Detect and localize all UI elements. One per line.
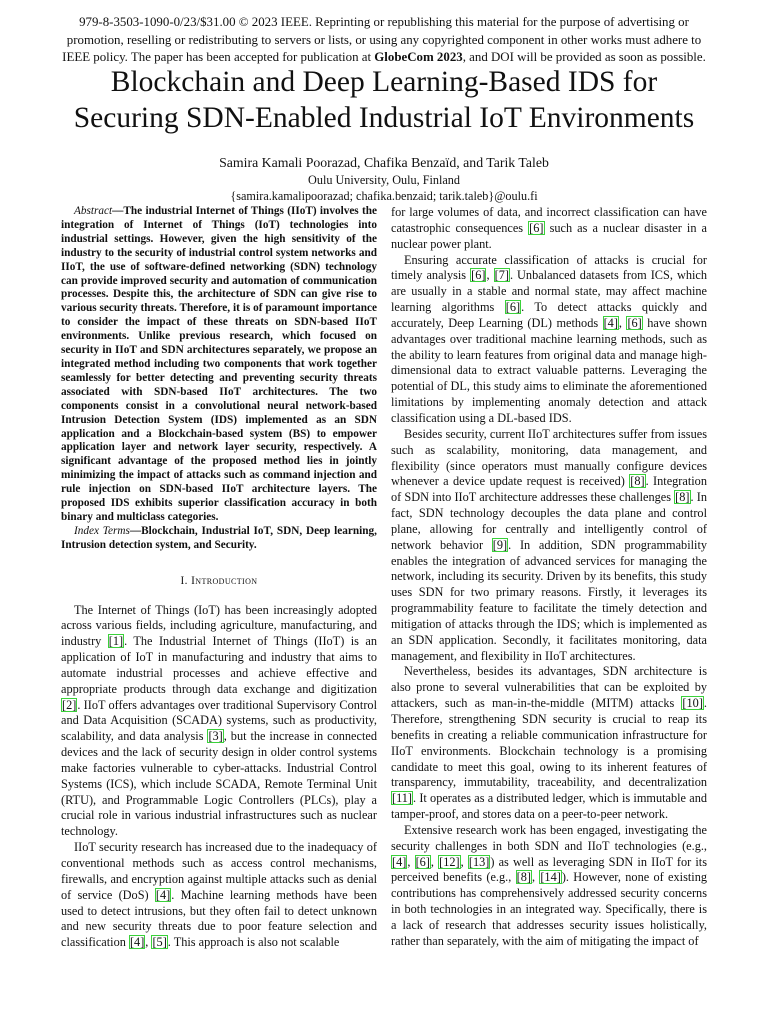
text-run: , — [145, 935, 152, 950]
author-emails: {samira.kamalipoorazad; chafika.benzaid; tarik.taleb}@oulu.fi — [230, 189, 538, 203]
paper-title-line-2: Securing SDN-Enabled Industrial IoT Environments — [73, 102, 695, 134]
citation-link[interactable]: [2] — [62, 697, 77, 712]
right-column — [391, 205, 707, 950]
citation-link[interactable]: [5] — [152, 935, 167, 950]
citation-link[interactable]: [4] — [392, 854, 407, 869]
paper-title — [20, 64, 748, 136]
index-terms-text: —Blockchain, Industrial IoT, SDN, Deep learning, Intrusion detection system, and Security. — [61, 524, 377, 551]
text-run: IIoT security research has increased due to the inadequacy of conventional methods such as access control mechanisms, firewalls, and encryption against multiple attacks such as denial of service (DoS) — [61, 840, 377, 902]
intro-paragraph-2-continued — [391, 205, 707, 253]
intro-paragraph-6 — [391, 823, 707, 950]
text-run: . IIoT offers advantages over traditional Supervisory Control and Data Acquisition (SCADA) systems, such as productivity, scalability, and data analysis — [61, 697, 377, 744]
section-number: I. — [180, 574, 188, 587]
text-run: Besides security, current IIoT architectures suffer from issues such as scalability, monitoring, data management, and flexibility (since operators must manually configure devices whenever a device update request is received) — [391, 426, 707, 489]
text-run: such as a nuclear disaster in a nuclear power plant. — [391, 220, 707, 251]
intro-paragraph-4 — [391, 427, 707, 665]
citation-link[interactable]: [6] — [529, 220, 544, 235]
left-column — [61, 205, 377, 951]
citation-link[interactable]: [6] — [505, 300, 521, 315]
text-run: . Machine learning methods have been used to detect intrusions, but they often fail to detect unknown and new security threats due to poor feature selection and classification — [61, 887, 377, 950]
text-run: have shown advantages over traditional machine learning methods, such as the ability to learn features from original data and manage high-dimensional data to extract valuable patterns. Leveraging the potential of DL, this study aims to eliminate the aforementioned limitations by implementing anomaly detection and attack classification using a DL-based IDS. — [391, 315, 707, 425]
text-run: , — [531, 870, 540, 885]
section-title: Introduction — [191, 574, 258, 587]
notice-line-2: promotion, reselling or redistributing to servers or lists, or using any copyrighted component in other works must adhere to — [66, 32, 702, 47]
citation-link[interactable]: [6] — [415, 854, 430, 869]
intro-paragraph-3 — [391, 253, 707, 427]
text-run: The Internet of Things (IoT) has been increasingly adopted across various fields, including agriculture, manufacturing, and industry — [61, 602, 377, 649]
abstract — [61, 205, 377, 525]
citation-link[interactable]: [7] — [494, 268, 509, 283]
text-run: Ensuring accurate classification of attacks is crucial for timely analysis — [391, 252, 707, 283]
citation-link[interactable]: [12] — [439, 854, 460, 869]
citation-link[interactable]: [4] — [603, 315, 618, 330]
intro-paragraph-1 — [61, 603, 377, 841]
notice-line-3a: IEEE policy. The paper has been accepted for publication at — [62, 50, 375, 64]
citation-link[interactable]: [13] — [468, 854, 490, 869]
abstract-text: —The industrial Internet of Things (IIoT) involves the integration of Internet of Things (IoT) technologies into industrial settings. However, given the high sensitivity of the industry to the security of industrial control system networks and IIoT, the use of software-defined networking (SDN) technology can provide improved security and automation of communication processes. Despite this, the architecture of SDN can give rise to various security threats. Therefore, it is of paramount importance to consider the impact of these threats on SDN-based IIoT environments. Unlike previous research, which focused on security in IIoT and SDN architectures separately, we propose an integrated method including two components that work together seamlessly for better detecting and preventing security threats associated with SDN-based IIoT architectures. The two components consist in a convolutional neural network-based Intrusion Detection System (IDS) implemented as an SDN application and a Blockchain-based system (BS) to empower application layer and network layer security, respectively. A significant advantage of the proposed method lies in jointly minimizing the impact of attacks such as command injection and rule injection on SDN-based IIoT architecture layers. The proposed IDS exhibits superior classification accuracy in both binary and multiclass categories. — [61, 205, 377, 523]
citation-link[interactable]: [8] — [630, 474, 645, 489]
conference-name: GlobeCom 2023 — [374, 50, 463, 64]
intro-paragraph-5 — [391, 664, 707, 822]
text-run: Nevertheless, besides its advantages, SDN architecture is also prone to several vulnerabilities that can be exploited by attackers, such as man-in-the-middle (MITM) attacks — [391, 664, 707, 711]
text-run: Extensive research work has been engaged, investigating the security challenges in both SDN and IIoT technologies (e.g., — [391, 822, 707, 853]
citation-link[interactable]: [11] — [392, 791, 413, 806]
section-heading-introduction — [61, 574, 377, 590]
text-run: , but the increase in connected devices and the lack of security design in older control systems make factories vulnerable to cyber-attacks. Industrial Control Systems (ICS), which include SCADA, Remote Terminal Unit (RTU), and Programmable Logic Controllers (PLCs), play a crucial role in various industrial infrastructures such as nuclear technology. — [61, 729, 377, 839]
text-run: , — [407, 854, 415, 869]
text-run: ). However, none of existing contributions has comprehensively addressed security concerns in both technologies in an integrated way. Specifically, there is a lack of research that addresses security issues holistically, rather than separately, with the aim of mitigating the impact of — [391, 870, 707, 948]
text-run: ) as well as leveraging SDN in IIoT for its perceived benefits (e.g., — [391, 854, 707, 885]
text-run: . Integration of SDN into IIoT architecture addresses these challenges — [391, 474, 707, 505]
text-run: . Therefore, strengthening SDN security is crucial to reap its benefits in creating a reliable communication infrastructure for IIoT environments. Blockchain technology is a promising candidate to meet this goal, owing to its inherent features of transparency, immutability, traceability, and decentralization — [391, 696, 707, 790]
text-run: , — [618, 315, 627, 330]
text-run: . Unbalanced datasets from ICS, which are usually in a stable and normal state, may affect machine learning algorithms — [391, 268, 708, 315]
citation-link[interactable]: [1] — [108, 634, 124, 649]
paper-title-line-1: Blockchain and Deep Learning-Based IDS for — [110, 66, 658, 98]
index-terms-label: Index Terms — [74, 524, 130, 537]
citation-link[interactable]: [3] — [208, 729, 223, 744]
text-run: , — [460, 854, 468, 869]
affiliation: Oulu University, Oulu, Finland — [308, 173, 460, 187]
text-run: . In fact, SDN technology decouples the data plane and control plane, allowing for centrally and intelligently control of network behavior — [391, 490, 707, 552]
text-run: . It operates as a distributed ledger, which is immutable and tamper-proof, and stores data on a peer-to-peer network. — [391, 791, 707, 822]
copyright-notice — [40, 14, 728, 67]
text-run: for large volumes of data, and incorrect classification can have catastrophic consequences — [391, 205, 707, 235]
text-run: . This approach is also not scalable — [167, 935, 340, 950]
citation-link[interactable]: [8] — [675, 490, 690, 505]
citation-link[interactable]: [6] — [471, 268, 486, 283]
citation-link[interactable]: [6] — [627, 315, 642, 330]
abstract-label: Abstract — [74, 205, 113, 217]
citation-link[interactable]: [14] — [540, 870, 561, 885]
notice-line-1: 979-8-3503-1090-0/23/$31.00 © 2023 IEEE. Reprinting or republishing this material for the purpose of advertising or — [79, 15, 689, 29]
text-run: , — [486, 268, 494, 283]
text-run: , — [430, 854, 439, 869]
citation-link[interactable]: [4] — [129, 935, 145, 950]
citation-link[interactable]: [4] — [155, 887, 171, 902]
text-run: . To detect attacks quickly and accurately, Deep Learning (DL) methods — [391, 300, 707, 330]
citation-link[interactable]: [10] — [682, 696, 703, 711]
text-run: . In addition, SDN programmability enables the integration of advanced services for managing the network, including its security. Driven by its benefits, this study uses SDN for two primary reasons. Firstly, it leverages its programmability feature to facilitate the timely detection and mitigation of attacks through the IDS; which is implemented as an SDN application. Secondly, it facilitates monitoring, data management, and flexibility in IIoT architectures. — [391, 537, 708, 663]
notice-line-3c: , and DOI will be provided as soon as possible. — [462, 50, 706, 64]
intro-paragraph-2 — [61, 840, 377, 951]
author-list: Samira Kamali Poorazad, Chafika Benzaïd, and Tarik Taleb — [219, 155, 549, 170]
text-run: . The Industrial Internet of Things (IIoT) is an application of IoT in manufacturing and industry that aims to automate industrial processes and achieve effective and appropriate products through data exchange and digitization — [61, 634, 377, 696]
citation-link[interactable]: [8] — [516, 870, 531, 885]
index-terms — [61, 525, 377, 553]
citation-link[interactable]: [9] — [492, 537, 508, 552]
